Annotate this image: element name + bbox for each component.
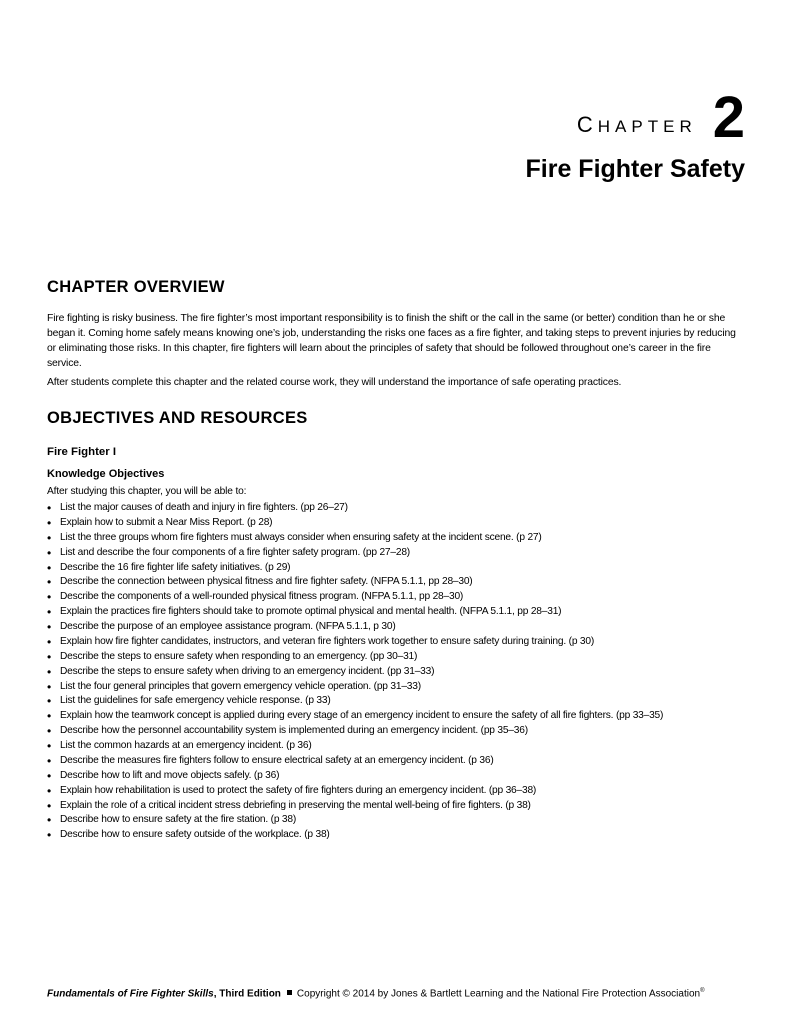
footer-separator bbox=[287, 990, 292, 995]
list-item: • Describe the connection between physical fitness and fire fighter safety. (NFPA 5.1.1, pp 28–30) bbox=[47, 575, 747, 590]
knowledge-objectives-heading: Knowledge Objectives bbox=[47, 468, 165, 480]
list-item: • Describe the purpose of an employee assistance program. (NFPA 5.1.1, p 30) bbox=[47, 620, 747, 635]
list-item: • Explain how the teamwork concept is applied during every stage of an emergency incident to ensure the safety of all fire fighters. (pp 33–35) bbox=[47, 709, 747, 724]
list-item: • Describe how the personnel accountability system is implemented during an emergency incident. (pp 35–36) bbox=[47, 724, 747, 739]
overview-heading: CHAPTER OVERVIEW bbox=[47, 278, 225, 296]
list-item: • Describe the measures fire fighters follow to ensure electrical safety at an emergency incident. (p 36) bbox=[47, 754, 747, 769]
level-heading: Fire Fighter I bbox=[47, 446, 116, 458]
list-item: • Explain how fire fighter candidates, instructors, and veteran fire fighters work together to ensure safety during training. (p 30) bbox=[47, 635, 747, 650]
main-content bbox=[47, 278, 747, 843]
list-item: • Explain the role of a critical incident stress debriefing in preserving the mental well-being of fire fighters. (p 38) bbox=[47, 799, 747, 814]
list-item: • List the common hazards at an emergency incident. (p 36) bbox=[47, 739, 747, 754]
list-item: • Describe the 16 fire fighter life safety initiatives. (p 29) bbox=[47, 561, 747, 576]
list-item: • Describe the steps to ensure safety when responding to an emergency. (pp 30–31) bbox=[47, 650, 747, 665]
list-item: • Describe the components of a well-rounded physical fitness program. (NFPA 5.1.1, pp 28–30) bbox=[47, 590, 747, 605]
list-item: • List the guidelines for safe emergency vehicle response. (p 33) bbox=[47, 694, 747, 709]
footer-registered-mark: ® bbox=[700, 988, 705, 994]
objectives-list bbox=[47, 501, 747, 843]
list-item: • Explain how rehabilitation is used to protect the safety of fire fighters during an emergency incident. (pp 36–38) bbox=[47, 784, 747, 799]
list-item: • Explain the practices fire fighters should take to promote optimal physical and mental health. (NFPA 5.1.1, pp 28–31) bbox=[47, 605, 747, 620]
objectives-heading: OBJECTIVES AND RESOURCES bbox=[47, 409, 308, 427]
list-item: • Describe how to ensure safety outside of the workplace. (p 38) bbox=[47, 828, 747, 843]
objectives-intro: After studying this chapter, you will be able to: bbox=[47, 486, 247, 497]
chapter-label bbox=[576, 85, 745, 150]
chapter-word-initial: C bbox=[576, 112, 598, 137]
chapter-number: 2 bbox=[712, 85, 745, 150]
list-item: • Describe how to ensure safety at the fire station. (p 38) bbox=[47, 813, 747, 828]
footer-copyright: Copyright © 2014 by Jones & Bartlett Learning and the National Fire Protection Association bbox=[296, 988, 701, 1000]
list-item: • Describe how to lift and move objects safely. (p 36) bbox=[47, 769, 747, 784]
footer-edition: , Third Edition bbox=[213, 988, 281, 1000]
list-item: • List the four general principles that govern emergency vehicle operation. (pp 31–33) bbox=[47, 680, 747, 695]
overview-paragraph: Fire fighting is risky business. The fire fighter’s most important responsibility is to finish the shift or the call in the same (or better) condition than he or she began it. Coming home safely means knowing one’s job, understanding the risks one faces as a fire fighter, and taking steps to prevent injuries by reducing or eliminating those risks. In this chapter, fire fighters will learn about the principles of safety that should be followed throughout one’s career in the fire service. bbox=[47, 313, 736, 369]
chapter-title: Fire Fighter Safety bbox=[525, 155, 745, 183]
chapter-word bbox=[577, 112, 697, 138]
list-item: • Describe the steps to ensure safety when driving to an emergency incident. (pp 31–33) bbox=[47, 665, 747, 680]
overview-paragraph: After students complete this chapter and the related course work, they will understand the importance of safe operating practices. bbox=[47, 377, 622, 388]
list-item: • Explain how to submit a Near Miss Report. (p 28) bbox=[47, 516, 747, 531]
footer-book-title: Fundamentals of Fire Fighter Skills bbox=[47, 988, 214, 1000]
chapter-word-rest: HAPTER bbox=[597, 117, 697, 136]
page-footer bbox=[47, 988, 705, 999]
list-item: • List and describe the four components of a fire fighter safety program. (pp 27–28) bbox=[47, 546, 747, 561]
list-item: • List the three groups whom fire fighters must always consider when ensuring safety at the incident scene. (p 27) bbox=[47, 531, 747, 546]
list-item: • List the major causes of death and injury in fire fighters. (pp 26–27) bbox=[47, 501, 747, 516]
